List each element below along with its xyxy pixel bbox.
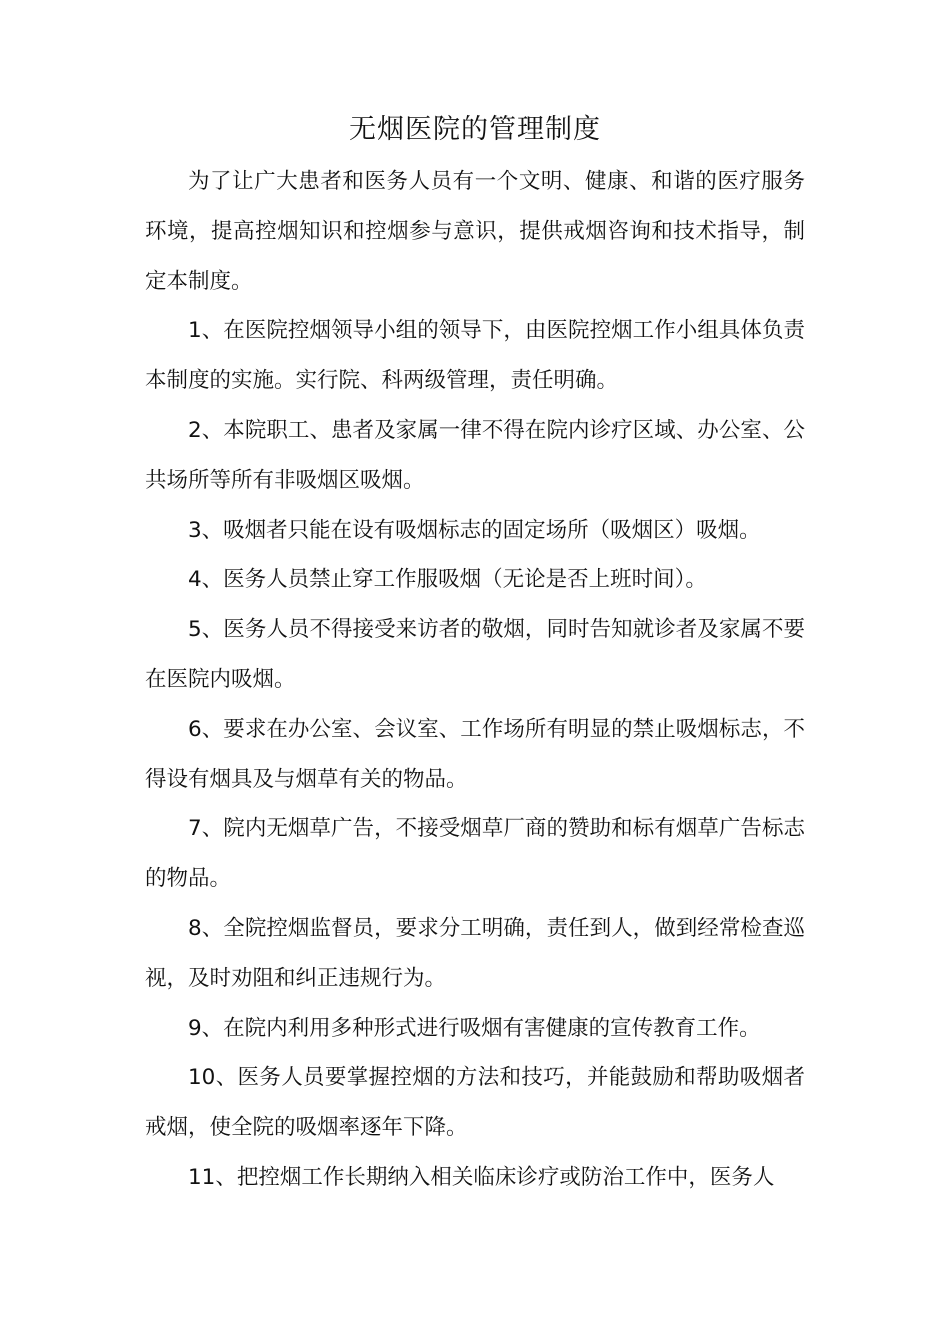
rule-7-paragraph: 7、院内无烟草广告，不接受烟草厂商的赞助和标有烟草广告标志的物品。 (145, 816, 805, 892)
document-title: 无烟医院的管理制度 (349, 114, 601, 145)
rule-4-paragraph: 4、医务人员禁止穿工作服吸烟（无论是否上班时间）。 (188, 567, 707, 593)
rule-11-paragraph: 11、把控烟工作长期纳入相关临床诊疗或防治工作中，医务人 (188, 1164, 775, 1190)
rule-5-paragraph: 5、医务人员不得接受来访者的敬烟，同时告知就诊者及家属不要在医院内吸烟。 (145, 617, 805, 692)
rule-6-paragraph: 6、要求在办公室、会议室、工作场所有明显的禁止吸烟标志，不得设有烟具及与烟草有关的物品。 (145, 716, 805, 792)
document-body (145, 157, 805, 1203)
rule-1-paragraph: 1、在医院控烟领导小组的领导下，由医院控烟工作小组具体负责本制度的实施。实行院、科两级管理，责任明确。 (145, 318, 805, 394)
rule-3-paragraph: 3、吸烟者只能在设有吸烟标志的固定场所（吸烟区）吸烟。 (188, 517, 761, 543)
rule-2-paragraph: 2、本院职工、患者及家属一律不得在院内诊疗区域、办公室、公共场所等所有非吸烟区吸烟。 (145, 417, 805, 493)
rule-8-paragraph: 8、全院控烟监督员，要求分工明确，责任到人，做到经常检查巡视，及时劝阻和纠正违规行为。 (145, 915, 805, 991)
rule-10-paragraph: 10、医务人员要掌握控烟的方法和技巧，并能鼓励和帮助吸烟者戒烟，使全院的吸烟率逐年下降。 (145, 1065, 805, 1141)
intro-paragraph: 为了让广大患者和医务人员有一个文明、健康、和谐的医疗服务环境，提高控烟知识和控烟参与意识，提供戒烟咨询和技术指导，制定本制度。 (145, 169, 805, 294)
rule-9-paragraph: 9、在院内利用多种形式进行吸烟有害健康的宣传教育工作。 (188, 1015, 761, 1041)
